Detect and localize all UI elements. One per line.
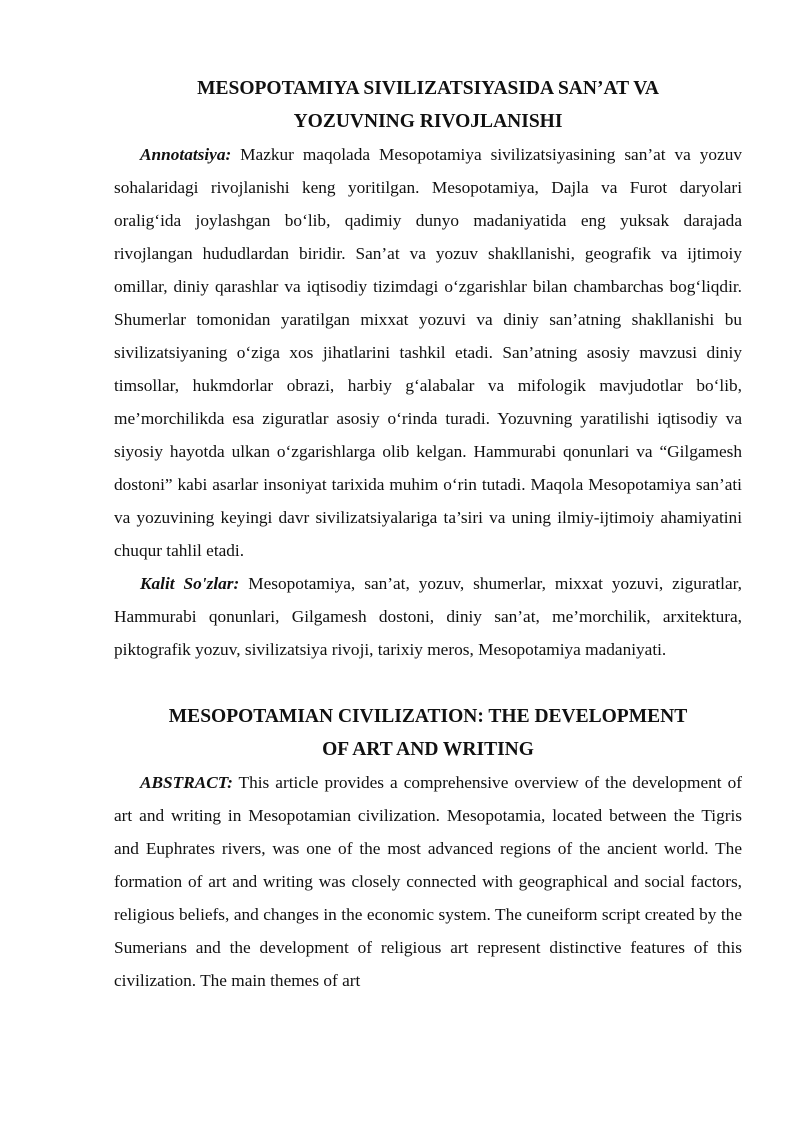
english-title — [114, 700, 742, 766]
abstract-text: This article provides a comprehensive overview of the development of art and writing in Mesopotamian civilization. Mesopotamia, located between the Tigris and Euphrates rivers, was one of the most advanced regions of the ancient world. The formation of art and writing was closely connected with geographical and social factors, religious beliefs, and changes in the economic system. The cuneiform script created by the Sumerians and the development of religious art represent distinctive features of this civilization. The main themes of art — [114, 773, 742, 990]
uzbek-title-line-1: MESOPOTAMIYA SIVILIZATSIYASIDA SAN’AT VA — [197, 78, 659, 99]
uzbek-title-line-2: YOZUVNING RIVOJLANISHI — [293, 111, 563, 132]
annotation-text: Mazkur maqolada Mesopotamiya sivilizatsiyasining san’at va yozuv sohalaridagi rivojlanishi keng yoritilgan. Mesopotamiya, Dajla va Furot daryolari oralig‘ida joylashgan bo‘lib, qadimiy dunyo madaniyatida eng yuksak darajada rivojlangan hududlardan biridir. San’at va yozuv shakllanishi, geografik va ijtimoiy omillar, diniy qarashlar va iqtisodiy tizimdagi o‘zgarishlar bilan chambarchas bog‘liqdir. Shumerlar tomonidan yaratilgan mixxat yozuvi va diniy san’atning shakllanishi bu sivilizatsiyaning o‘ziga xos jihatlarini tashkil etadi. San’atning asosiy mavzusi diniy timsollar, hukmdorlar obrazi, harbiy g‘alabalar va mifologik mavjudotlar bo‘lib, me’morchilikda esa ziguratlar asosiy o‘rinda turadi. Yozuvning yaratilishi iqtisodiy va siyosiy hayotda ulkan o‘zgarishlarga olib kelgan. Hammurabi qonunlari va “Gilgamesh dostoni” kabi asarlar insoniyat tarixida muhim o‘rin tutadi. Maqola Mesopotamiya san’ati va yozuvining keyingi davr sivilizatsiyalariga ta’siri va uning ilmiy-ijtimoiy ahamiyatini chuqur tahlil etadi. — [114, 145, 742, 560]
keywords-label: Kalit So'zlar: — [140, 574, 240, 593]
abstract-label: ABSTRACT: — [140, 773, 233, 792]
english-abstract-paragraph — [114, 766, 742, 997]
uzbek-keywords-paragraph — [114, 567, 742, 666]
english-title-line-2: OF ART AND WRITING — [322, 739, 534, 760]
keywords-text: Mesopotamiya, san’at, yozuv, shumerlar, mixxat yozuvi, ziguratlar, Hammurabi qonunlari, Gilgamesh dostoni, diniy san’at, me’morchilik, arxitektura, piktografik yozuv, sivilizatsiya rivoji, tarixiy meros, Mesopotamiya madaniyati. — [114, 574, 742, 659]
annotation-label: Annotatsiya: — [140, 145, 232, 164]
uzbek-annotation-paragraph — [114, 138, 742, 567]
uzbek-title — [114, 72, 742, 138]
english-title-line-1: MESOPOTAMIAN CIVILIZATION: THE DEVELOPMENT — [168, 706, 688, 727]
